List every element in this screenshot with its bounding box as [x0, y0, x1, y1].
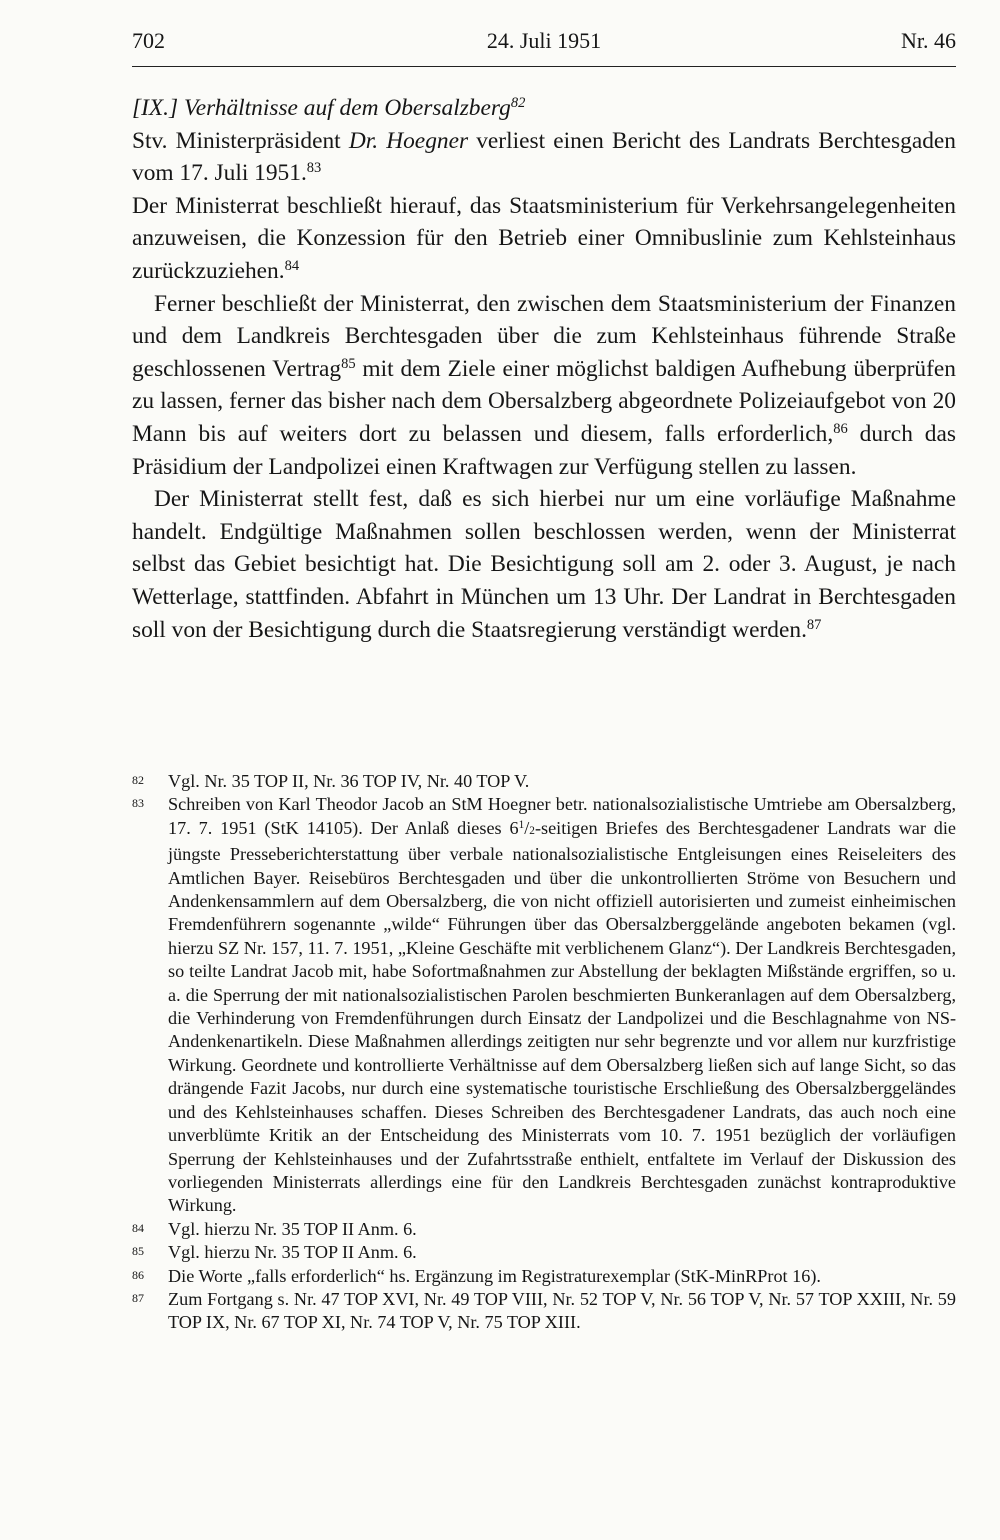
footnote-text-a: Schreiben von Karl Theodor Jacob an StM Hoegner betr. nationalsozialistische Umtriebe am Obersalzberg, 17. 7. 1951 (StK 14105). Der Anlaß dieses 6	[168, 794, 956, 838]
header-issue-number: Nr. 46	[901, 28, 956, 53]
footnote-number: 83	[132, 796, 144, 811]
page-number: 702	[132, 28, 165, 53]
paragraph-3	[132, 288, 956, 484]
footnote	[132, 793, 956, 1217]
page-header	[132, 28, 956, 58]
footnote-number: 84	[132, 1220, 144, 1235]
paragraph-4-text: Der Ministerrat stellt fest, daß es sich hierbei nur um eine vorläufige Maßnahme handelt. Endgültige Maßnahmen sollen beschlossen werden, wenn der Ministerrat selbst das Gebiet besichtigt hat. Die Besichtigung soll am 2. oder 3. August, je nach Wetterlage, stattfinden. Abfahrt in München um 13 Uhr. Der Landrat in Berchtesgaden soll von der Besichtigung durch die Staatsregierung verständigt werden.	[132, 486, 956, 643]
footnote-ref-83: 83	[306, 160, 322, 177]
paragraph-2-text: Der Ministerrat beschließt hierauf, das Staatsministerium für Verkehrsangelegenheiten anzuweisen, die Konzession für den Betrieb einer Omnibuslinie zum Kehlsteinhaus zurückzuziehen.	[132, 192, 956, 284]
footnote-text: Die Worte „falls erforderlich“ hs. Ergänzung im Registraturexemplar (StK-MinRProt 16).	[168, 1265, 821, 1286]
footnote-ref-85: 85	[341, 355, 356, 372]
section-title: Verhältnisse auf dem Obersalzberg	[184, 95, 511, 121]
footnote-number: 82	[132, 773, 144, 787]
footnote-text: Schreiben von Karl Theodor Jacob an StM Hoegner betr. nationalsozialistische Umtriebe am Obersalzberg, 17. 7. 1951 (StK 14105). Der Anlaß dieses $6^1/2$-seitigen Briefes des Berchtesgadener Landrats war die jüngste Presseberichterstattung über verbale nationalsozialistische Entgleisungen eines Reiseleiters des Amtlichen Bayer. Reisebüros Berchtesgaden und über die unkontrollierten Ströme von Besuchern und Andenkensammlern auf dem Obersalzberg, die von nicht offiziell autorisierten und zumeist einheimischen Fremdenführern sogenannte „wilde“ Führungen über das Obersalzberggelände angeboten bekamen (vgl. hierzu SZ Nr. 157, 11. 7. 1951, „Kleine Geschäfte mit verblichenem Glanz“). Der Landkreis Berchtesgaden, so teilte Landrat Jacob mit, habe Sofortmaßnahmen zur Abstellung der beklagten Mißstände ergriffen, so u. a. die Sperrung der mit nationalsozialistischen Parolen beschmierten Bunkeranlagen auf dem Obersalzberg, die Verhinderung von Fremdenführungen durch Einsatz der Landpolizei und die Beschlagnahme von NS-Andenkenartikeln. Diese Maßnahmen allerdings zeitigten nur sehr begrenzte und vor allem nur kurzfristige Wirkung. Geordnete und kontrollierte Verhältnisse auf dem Obersalzberg ließen sich auf lange Sicht, so das drängende Fazit Jacobs, nur durch eine systematische touristische Erschließung des Obersalzberggeländes und des Kehlsteinhauses schaffen. Dieses Schreiben des Berchtesgadener Landrats, das auch noch eine unverblümte Kritik an der Entscheidung des Ministerrats vom 10. 7. 1951 bezüglich der vorläufigen Sperrung der Kehlsteinhauses und der Zufahrtsstraße enthielt, entfaltete im Verlauf der Diskussion des vorliegenden Ministerrats allerdings eine für den Landkreis Berchtesgaden zunächst kontraproduktive Wirkung.	[168, 794, 956, 1216]
paragraph-3-text-c: durch das Präsidium der Landpolizei einen Kraftwagen zur Verfügung stellen zu lassen.	[132, 420, 956, 480]
footnote	[132, 1218, 956, 1241]
paragraph-1-text-a: Stv. Ministerpräsident	[132, 127, 349, 154]
footnote	[132, 1241, 956, 1264]
paragraph-3-text-a: Ferner beschließt der Ministerrat, den zwischen dem Staatsministerium der Finanzen und dem Landkreis Berchtesgaden über die zum Kehlsteinhaus führende Straße geschlossenen Vertrag	[132, 290, 956, 382]
paragraph-1	[132, 125, 956, 190]
footnote-text: Vgl. hierzu Nr. 35 TOP II Anm. 6.	[168, 1242, 417, 1263]
footnote-text: Vgl. Nr. 35 TOP II, Nr. 36 TOP IV, Nr. 40 TOP V.	[168, 771, 530, 791]
footnote-number: 86	[132, 1267, 144, 1282]
footnote-text: Zum Fortgang s. Nr. 47 TOP XVI, Nr. 49 TOP VIII, Nr. 52 TOP V, Nr. 56 TOP V, Nr. 57 TOP XXIII, Nr. 59 TOP IX, Nr. 67 TOP XI, Nr. 74 TOP V, Nr. 75 TOP XIII.	[168, 1288, 956, 1333]
fraction-numerator: 1	[518, 818, 525, 831]
section-heading	[132, 92, 956, 125]
footnote	[132, 770, 956, 793]
person-name: Dr. Hoegner	[348, 127, 469, 154]
paragraph-4	[132, 483, 956, 646]
header-rule	[132, 66, 956, 67]
footnotes	[132, 770, 956, 1335]
paragraph-2	[132, 190, 956, 288]
main-text	[132, 92, 956, 646]
footnote	[132, 1288, 956, 1335]
footnote	[132, 1265, 956, 1288]
footnote-number: 85	[132, 1244, 144, 1259]
paragraph-1-text-b: verliest einen Bericht des Landrats Berchtesgaden vom 17. Juli 1951.	[132, 127, 956, 187]
header-date: 24. Juli 1951	[486, 28, 602, 53]
footnote-ref-86: 86	[833, 420, 848, 437]
fraction-denominator: 2	[529, 824, 535, 837]
footnote-ref-82: 82	[510, 95, 526, 112]
section-marker: [IX.]	[132, 95, 179, 121]
paragraph-3-text-b: mit dem Ziele einer möglichst baldigen Aufhebung überprüfen zu lassen, ferner das bisher nach dem Obersalzberg abgeordnete Polizeiaufgebot von 20 Mann bis auf weiters dort zu belassen und diesem, falls erforderlich,	[132, 355, 956, 447]
footnote-ref-87: 87	[806, 616, 822, 633]
footnote-ref-84: 84	[284, 258, 300, 274]
footnote-text: Vgl. hierzu Nr. 35 TOP II Anm. 6.	[168, 1218, 417, 1239]
footnote-text-b: -seitigen Briefes des Berchtesgadener Landrats war die jüngste Presseberichterstattung über verbale nationalsozialistische Entgleisungen eines Reiseleiters des Amtlichen Bayer. Reisebüros Berchtesgaden und über die unkontrollierten Ströme von Besuchern und Andenkensammlern auf dem Obersalzberg, die von nicht offiziell autorisierten und zumeist einheimischen Fremdenführern sogenannte „wilde“ Führungen über das Obersalzberggelände angeboten bekamen (vgl. hierzu SZ Nr. 157, 11. 7. 1951, „Kleine Geschäfte mit verblichenem Glanz“). Der Landkreis Berchtesgaden, so teilte Landrat Jacob mit, habe Sofortmaßnahmen zur Abstellung der beklagten Mißstände ergriffen, so u. a. die Sperrung der mit nationalsozialistischen Parolen beschmierten Bunkeranlagen auf dem Obersalzberg, die Verhinderung von Fremdenführungen durch Einsatz der Landpolizei und die Beschlagnahme von NS-Andenkenartikeln. Diese Maßnahmen allerdings zeitigten nur sehr begrenzte und vor allem nur kurzfristige Wirkung. Geordnete und kontrollierte Verhältnisse auf dem Obersalzberg ließen sich auf lange Sicht, so das drängende Fazit Jacobs, nur durch eine systematische touristische Erschließung des Obersalzberggeländes und des Kehlsteinhauses schaffen. Dieses Schreiben des Berchtesgadener Landrats, das auch noch eine unverblümte Kritik an der Entscheidung des Ministerrats vom 10. 7. 1951 bezüglich der vorläufigen Sperrung der Kehlsteinhauses und der Zufahrtsstraße enthielt, entfaltete im Verlauf der Diskussion des vorliegenden Ministerrats allerdings eine für den Landkreis Berchtesgaden zunächst kontraproduktive Wirkung.	[168, 817, 956, 1216]
footnote-number: 87	[132, 1290, 144, 1305]
